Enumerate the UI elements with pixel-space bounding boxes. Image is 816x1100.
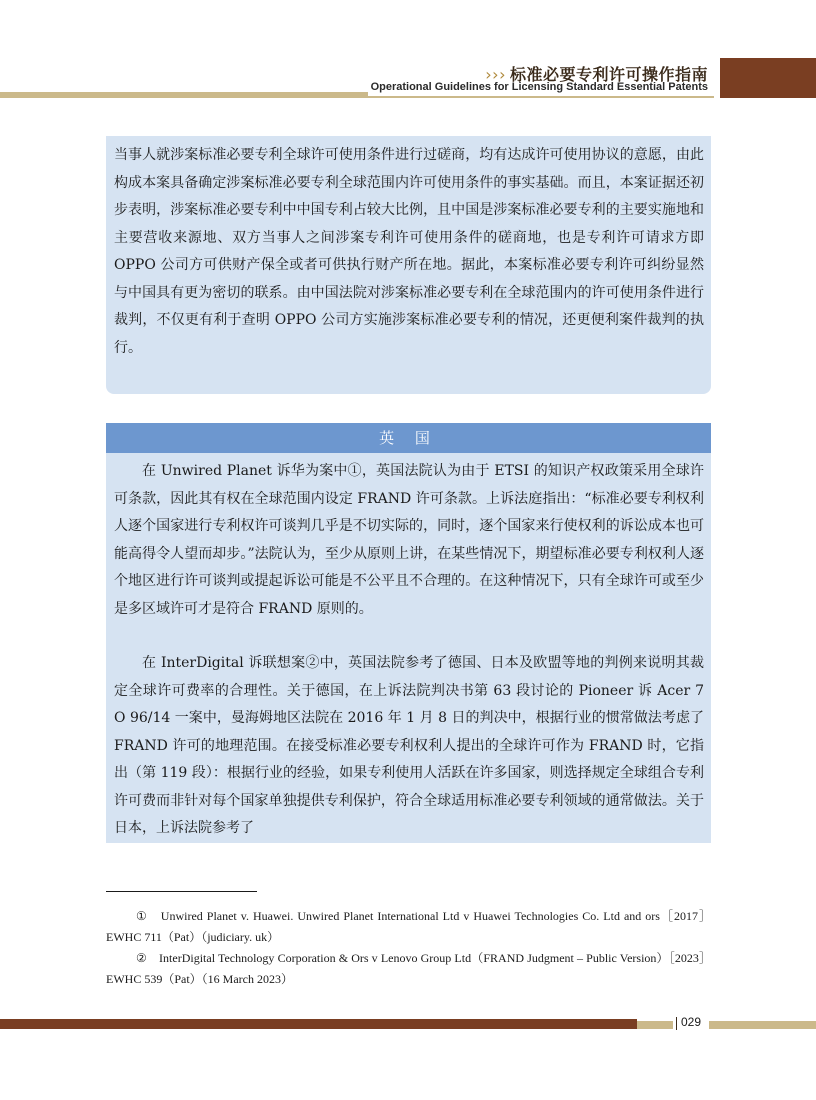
footer-gold-bar (637, 1021, 673, 1029)
china-case-text: 当事人就涉案标准必要专利全球许可使用条件进行过磋商，均有达成许可使用协议的意愿，由此构成本案具备确定涉案标准必要专利全球范围内许可使用条件的事实基础。而且，本案证据还初步表明，涉案标准必要专利中中国专利占较大比例，且中国是涉案标准必要专利的主要实施地和主要营收来源地、双方当事人之间涉案专利许可使用条件的磋商地，也是专利许可请求方即 OPPO 公司方可供财产保全或者可供执行财产所在地。据此，本案标准必要专利许可纠纷显然与中国具有更为密切的联系。由中国法院对涉案标准必要专利在全球范围内的许可使用条件进行裁判，不仅更有利于查明 OPPO 公司方实施涉案标准必要专利的情况，还更便利案件裁判的执行。 (114, 147, 704, 356)
footer-gold-bar-right (709, 1021, 816, 1029)
uk-section-box (106, 423, 711, 843)
running-subtitle: Operational Guidelines for Licensing Standard Essential Patents (370, 81, 708, 93)
footnote-rule (106, 891, 257, 892)
header-brown-block (720, 58, 816, 98)
uk-section-heading: 英 国 (106, 423, 711, 453)
footnote-1: ① Unwired Planet v. Huawei. Unwired Planet International Ltd v Huawei Technologies Co. Ltd and ors［2017］EWHC 711（Pat）（judiciary. uk） (106, 909, 711, 944)
uk-paragraph-1: 在 Unwired Planet 诉华为案中①，英国法院认为由于 ETSI 的知识产权政策采用全球许可条款，因此其有权在全球范围内设定 FRAND 许可条款。上诉法庭指出：“标准必要专利权利人逐个国家进行专利权许可谈判几乎是不切实际的，同时，逐个国家来行使权利的诉讼成本也可能高得令人望而却步。”法院认为，至少从原则上讲，在某些情况下，期望标准必要专利权利人逐个地区进行许可谈判或提起诉讼可能是不公平且不合理的。在这种情况下，只有全球许可或至少是多区域许可才是符合 FRAND 原则的。 (114, 463, 704, 617)
arrows-icon: ››› (485, 65, 506, 84)
uk-paragraph-2: 在 InterDigital 诉联想案②中，英国法院参考了德国、日本及欧盟等地的判例来说明其裁定全球许可费率的合理性。关于德国，在上诉法院判决书第 63 段讨论的 Pioneer 诉 Acer 7 O 96/14 一案中，曼海姆地区法院在 2016 年 1 月 8 日的判决中，根据行业的惯常做法考虑了 FRAND 许可的地理范围。在接受标准必要专利权利人提出的全球许可作为 FRAND 时，它指出（第 119 段）：根据行业的经验，如果专利使用人活跃在许多国家，则选择规定全球组合专利许可费而非针对每个国家单独提供专利保护，符合全球适用标准必要专利领域的通常做法。关于日本，上诉法院参考了 (114, 655, 704, 836)
page-number: 029 (681, 1015, 702, 1029)
china-case-box (106, 136, 711, 394)
footnote-2: ② InterDigital Technology Corporation & Ors v Lenovo Group Ltd（FRAND Judgment – Public Version）［2023］EWHC 539（Pat）（16 March 2023） (106, 951, 711, 986)
header-rule-thin (0, 96, 714, 98)
running-title-text: 标准必要专利许可操作指南 (509, 65, 708, 84)
footer-brown-bar (0, 1019, 637, 1029)
footer-divider (676, 1017, 677, 1030)
